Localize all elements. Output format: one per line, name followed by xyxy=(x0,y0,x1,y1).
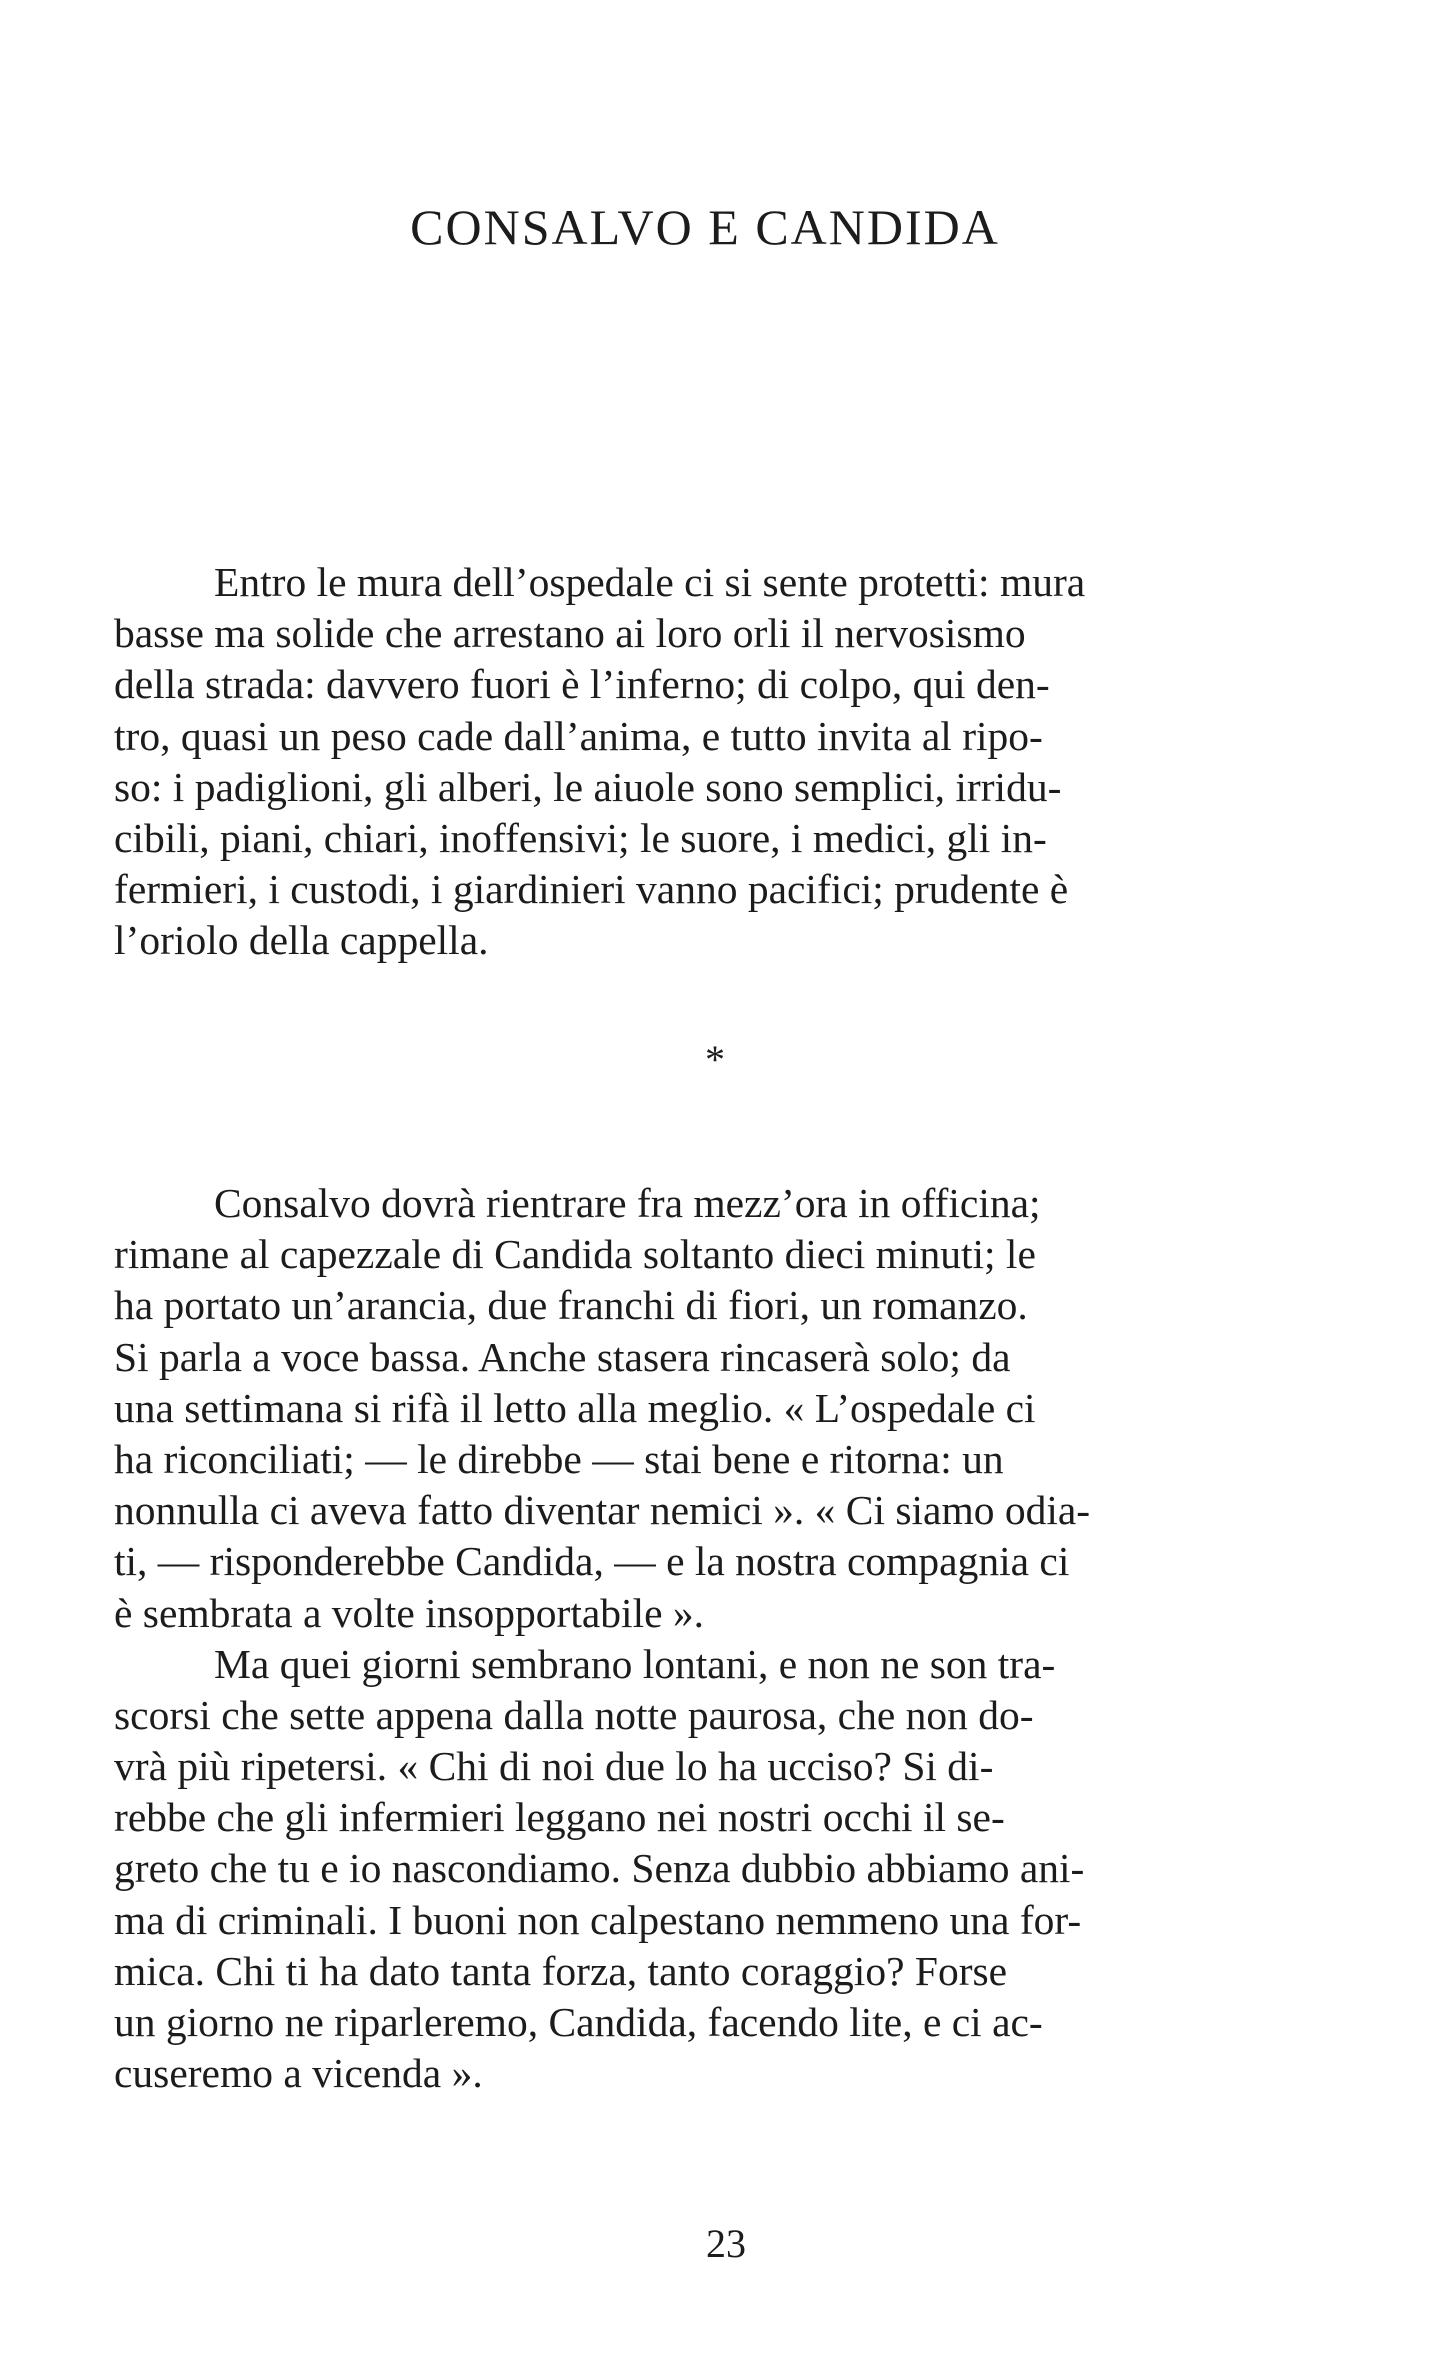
text-line: è sembrata a volte insopportabile ». xyxy=(114,1589,705,1636)
text-line: nonnulla ci aveva fatto diventar nemici ». « Ci siamo odia- xyxy=(114,1487,1091,1534)
text-line: ha portato un’arancia, due franchi di fiori, un romanzo. xyxy=(114,1282,1028,1329)
text-line: Ma quei giorni sembrano lontani, e non ne son tra- xyxy=(214,1640,1056,1687)
text-line: mica. Chi ti ha dato tanta forza, tanto coraggio? Forse xyxy=(114,1947,1008,1994)
text-line: cuseremo a vicenda ». xyxy=(114,2050,483,2097)
text-line: scorsi che sette appena dalla notte paurosa, che non do- xyxy=(114,1691,1034,1738)
text-line: una settimana si rifà il letto alla meglio. « L’ospedale ci xyxy=(114,1384,1036,1431)
text-line: un giorno ne riparleremo, Candida, facendo lite, e ci ac- xyxy=(114,1999,1043,2045)
text-line: basse ma solide che arrestano ai loro orli il nervosismo xyxy=(114,610,1026,657)
section-separator: * xyxy=(705,1037,725,1082)
text-line: ti, — risponderebbe Candida, — e la nostra compagnia ci xyxy=(114,1538,1070,1585)
text-line: greto che tu e io nascondiamo. Senza dubbio abbiamo ani- xyxy=(114,1845,1085,1892)
text-line: ma di criminali. I buoni non calpestano nemmeno una for- xyxy=(114,1896,1082,1943)
paragraph-2 xyxy=(114,1178,1324,2099)
text-line: rebbe che gli infermieri leggano nei nostri occhi il se- xyxy=(114,1794,1005,1841)
text-line: so: i padiglioni, gli alberi, le aiuole sono semplici, irridu- xyxy=(114,763,1062,810)
page-number: 23 xyxy=(706,2221,746,2266)
page-title: CONSALVO E CANDIDA xyxy=(410,199,1000,255)
text-line: vrà più ripetersi. « Chi di noi due lo ha ucciso? Si di- xyxy=(114,1743,994,1790)
text-line: rimane al capezzale di Candida soltanto dieci minuti; le xyxy=(114,1231,1036,1278)
text-line: della strada: davvero fuori è l’inferno; di colpo, qui den- xyxy=(114,661,1050,708)
text-line: cibili, piani, chiari, inoffensivi; le suore, i medici, gli in- xyxy=(114,814,1047,861)
text-line: Entro le mura dell’ospedale ci si sente protetti: mura xyxy=(214,559,1086,605)
text-line: fermieri, i custodi, i giardinieri vanno pacifici; prudente è xyxy=(114,866,1069,913)
text-line: ha riconciliati; — le direbbe — stai bene e ritorna: un xyxy=(114,1435,1004,1482)
text-line: l’oriolo della cappella. xyxy=(114,917,489,964)
text-line: tro, quasi un peso cade dall’anima, e tutto invita al ripo- xyxy=(114,712,1043,759)
text-line: Consalvo dovrà rientrare fra mezz’ora in officina; xyxy=(214,1180,1041,1226)
paragraph-1 xyxy=(114,557,1324,967)
text-line: Si parla a voce bassa. Anche stasera rincaserà solo; da xyxy=(114,1333,1011,1380)
